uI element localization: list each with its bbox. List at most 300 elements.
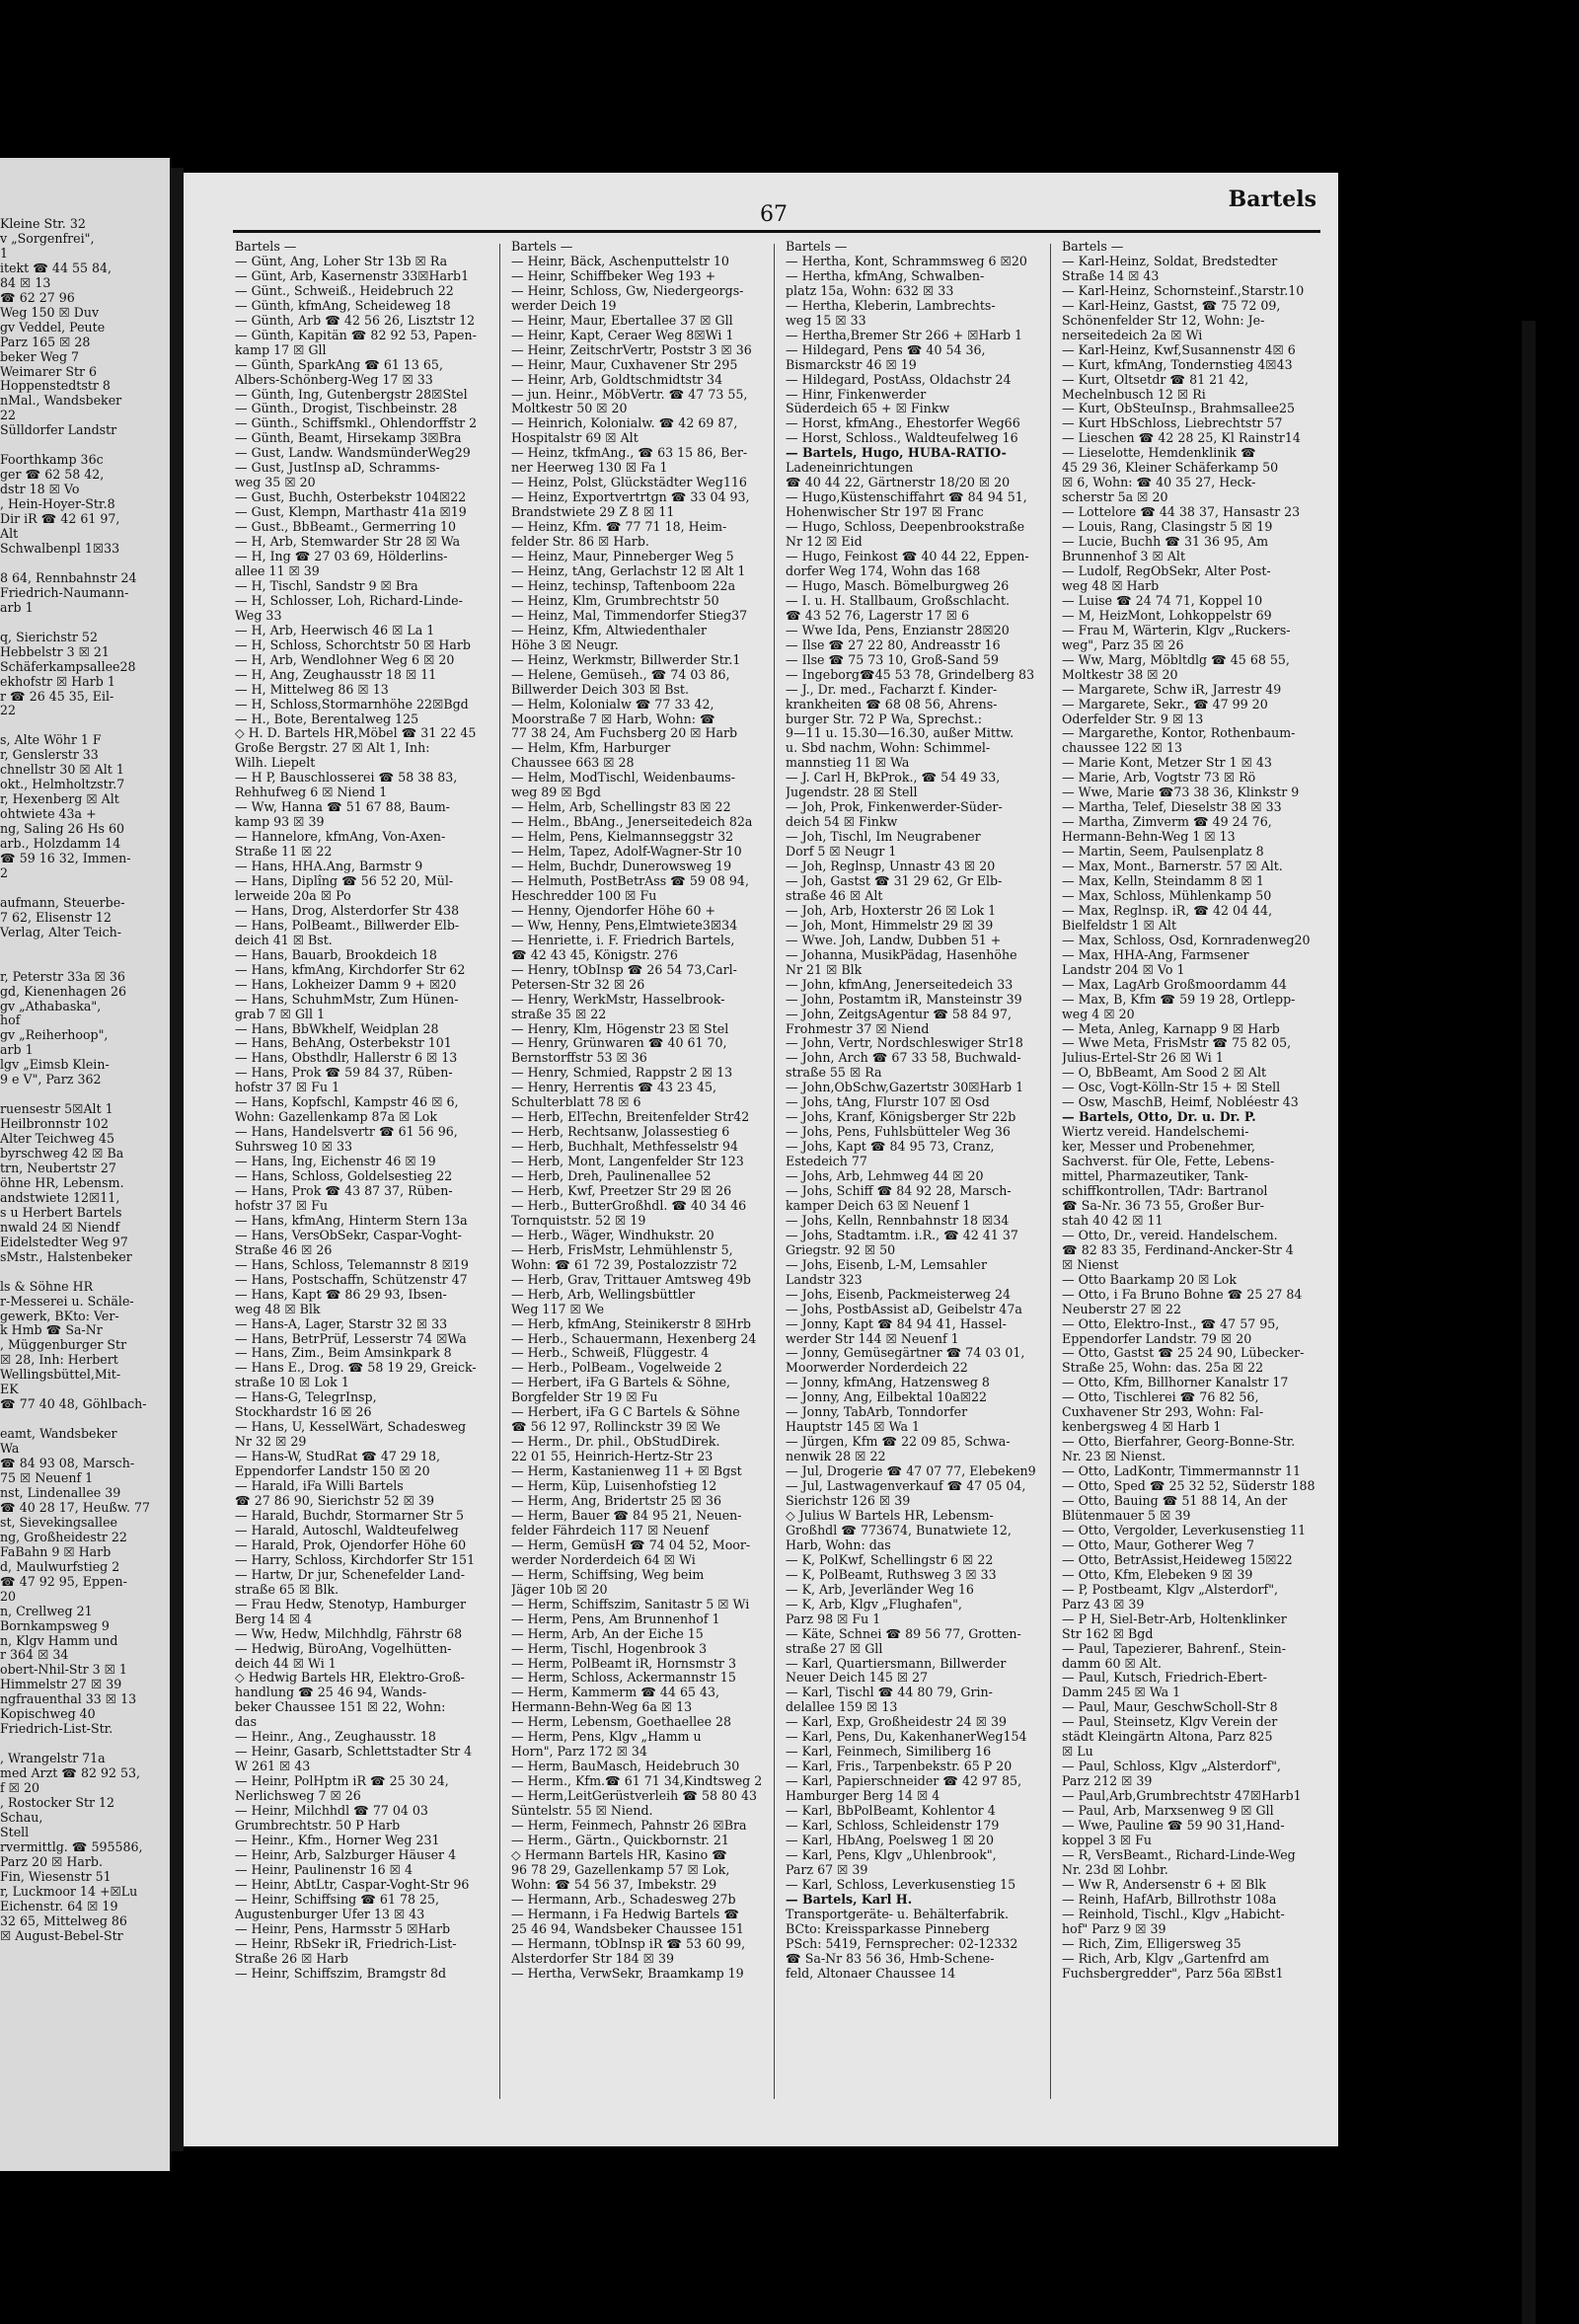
- directory-entry: Moorwerder Norderdeich 22: [786, 1361, 968, 1376]
- directory-entry: — Heinz, Werkmstr, Billwerder Str.1: [511, 652, 741, 667]
- directory-entry: — Gust, Buchh, Osterbekstr 104☒22: [235, 490, 467, 505]
- directory-entry: ◇ H. D. Bartels HR,Möbel ☎ 31 22 45: [235, 726, 477, 741]
- directory-entry: — Hugo, Masch. Bömelburgweg 26: [786, 578, 1010, 593]
- left-fragment-line: Kleine Str. 32: [0, 217, 86, 231]
- directory-entry: — Martha, Telef, Dieselstr 38 ☒ 33: [1062, 800, 1282, 815]
- left-fragment-line: sMstr., Halstenbeker: [0, 1249, 132, 1264]
- directory-entry: 25 46 94, Wandsbeker Chaussee 151: [511, 1921, 744, 1936]
- directory-entry: — Otto, Vergolder, Leverkusenstieg 11: [1062, 1523, 1307, 1537]
- directory-entry: weg 48 ☒ Harb: [1062, 578, 1160, 593]
- directory-entry: — Herm, Pens, Am Brunnenhof 1: [511, 1612, 720, 1626]
- directory-entry: Moorstraße 7 ☒ Harb, Wohn: ☎: [511, 712, 715, 726]
- directory-entry: — Karl, Pens, Du, KakenhanerWeg154: [786, 1730, 1027, 1745]
- directory-entry: ☒ 6, Wohn: ☎ 40 35 27, Heck-: [1062, 476, 1256, 490]
- directory-entry: — Jonny, Gemüsegärtner ☎ 74 03 01,: [786, 1346, 1025, 1361]
- directory-entry: Petersen-Str 32 ☒ 26: [511, 977, 645, 992]
- left-fragment-line: ng, Saling 26 Hs 60: [0, 822, 125, 837]
- directory-entry: — Gust., BbBeamt., Germerring 10: [235, 520, 457, 535]
- directory-entry: Wohn: ☎ 61 72 39, Postalozzistr 72: [511, 1257, 737, 1272]
- directory-entry: Straße 11 ☒ 22: [235, 845, 333, 860]
- directory-entry: delallee 159 ☒ 13: [786, 1700, 898, 1715]
- directory-entry: — Hans, Schloss, Telemannstr 8 ☒19: [235, 1257, 469, 1272]
- directory-entry: straße 27 ☒ Gll: [786, 1641, 883, 1656]
- directory-entry: ☎ Sa-Nr. 36 73 55, Großer Bur-: [1062, 1198, 1265, 1213]
- directory-entry: nerseitedeich 2a ☒ Wi: [1062, 328, 1203, 342]
- directory-entry: — Max, Kelln, Steindamm 8 ☒ 1: [1062, 873, 1264, 888]
- left-fragment-line: , Rostocker Str 12: [0, 1795, 115, 1810]
- directory-entry: Dorf 5 ☒ Neugr 1: [786, 845, 897, 860]
- directory-entry: — Hermann, tObInsp iR ☎ 53 60 99,: [511, 1936, 746, 1951]
- directory-entry: — Karl, BbPolBeamt, Kohlentor 4: [786, 1804, 996, 1819]
- left-fragment-line: gewerk, BKto: Ver-: [0, 1309, 119, 1323]
- directory-entry: — M, HeizMont, Lohkoppelstr 69: [1062, 608, 1272, 623]
- directory-entry: — Gust, JustInsp aD, Schramms-: [235, 461, 440, 476]
- directory-entry: — Hans, Ing, Eichenstr 46 ☒ 19: [235, 1155, 436, 1169]
- directory-entry: chaussee 122 ☒ 13: [1062, 741, 1182, 756]
- directory-entry: weg", Parz 35 ☒ 26: [1062, 637, 1184, 652]
- left-fragment-line: Friedrich-List-Str.: [0, 1722, 113, 1737]
- directory-entry: — Herb., Wäger, Windhukstr. 20: [511, 1228, 714, 1242]
- left-fragment-line: aufmann, Steuerbe-: [0, 895, 125, 910]
- directory-entry: — Johanna, MusikPädag, Hasenhöhe: [786, 947, 1017, 962]
- directory-entry: Moltkestr 50 ☒ 20: [511, 402, 628, 416]
- directory-entry: — Herb., ButterGroßhdl. ☎ 40 34 46: [511, 1198, 747, 1213]
- directory-entry: — Günth, Ing, Gutenbergstr 28☒Stel: [235, 387, 468, 402]
- directory-entry: ◇ Hedwig Bartels HR, Elektro-Groß-: [235, 1671, 465, 1686]
- directory-entry: Brunnenhof 3 ☒ Alt: [1062, 550, 1186, 564]
- directory-entry: — H., Bote, Berentalweg 125: [235, 712, 419, 726]
- directory-entry: — Heinr, Pens, Harmsstr 5 ☒Harb: [235, 1921, 451, 1936]
- directory-entry: — Reinhold, Tischl., Klgv „Habicht-: [1062, 1907, 1285, 1921]
- directory-entry: — K, PolBeamt, Ruthsweg 3 ☒ 33: [786, 1567, 997, 1582]
- directory-entry: Augustenburger Ufer 13 ☒ 43: [235, 1907, 425, 1921]
- left-fragment-line: Kopischweg 40: [0, 1707, 96, 1722]
- directory-entry: — Osw, MaschB, Heimf, Nobléestr 43: [1062, 1095, 1299, 1110]
- directory-entry: — Heinr, ZeitschrVertr, Poststr 3 ☒ 36: [511, 342, 752, 357]
- directory-entry: — Hildegard, PostAss, Oldachstr 24: [786, 372, 1012, 387]
- directory-entry: — John, Arch ☎ 67 33 58, Buchwald-: [786, 1051, 1021, 1066]
- directory-entry: — Herb, Grav, Trittauer Amtsweg 49b: [511, 1272, 751, 1287]
- page-number: 67: [760, 202, 788, 227]
- directory-entry: — Herm, Bauer ☎ 84 95 21, Neuen-: [511, 1508, 742, 1523]
- directory-entry: — Johs, PostbAssist aD, Geibelstr 47a: [786, 1302, 1022, 1316]
- left-fragment-line: r, Peterstr 33a ☒ 36: [0, 969, 125, 984]
- directory-entry: — Hertha, Kont, Schrammsweg 6 ☒20: [786, 254, 1027, 268]
- directory-entry: — P, Postbeamt, Klgv „Alsterdorf",: [1062, 1582, 1279, 1597]
- directory-entry: — Herm, Kastanienweg 11 + ☒ Bgst: [511, 1464, 742, 1479]
- directory-entry: u. Sbd nachm, Wohn: Schimmel-: [786, 741, 991, 756]
- left-fragment-line: Parz 20 ☒ Harb.: [0, 1854, 103, 1869]
- directory-entry: Blütenmauer 5 ☒ 39: [1062, 1508, 1191, 1523]
- directory-entry: PSch: 5419, Fernsprecher: 02-12332: [786, 1936, 1018, 1951]
- directory-entry: — Heinr, Arb, Goldtschmidtstr 34: [511, 372, 723, 387]
- directory-entry: allee 11 ☒ 39: [235, 563, 320, 578]
- directory-entry: — H P, Bauschlosserei ☎ 58 38 83,: [235, 771, 458, 786]
- directory-entry: Hohenwischer Str 197 ☒ Franc: [786, 505, 984, 520]
- directory-entry: — Wwe, Pauline ☎ 59 90 31,Hand-: [1062, 1818, 1285, 1833]
- directory-entry: Eppendorfer Landstr. 79 ☒ 20: [1062, 1331, 1252, 1346]
- directory-entry: Landstr 323: [786, 1272, 863, 1287]
- directory-entry: — J. Carl H, BkProk., ☎ 54 49 33,: [786, 771, 1001, 786]
- directory-entry: 77 38 24, Am Fuchsberg 20 ☒ Harb: [511, 726, 738, 741]
- directory-entry: — Otto, BetrAssist,Heideweg 15☒22: [1062, 1552, 1293, 1567]
- left-fragment-line: okt., Helmholtzstr.7: [0, 778, 125, 792]
- directory-entry: — Heinr, PolHptm iR ☎ 25 30 24,: [235, 1774, 449, 1789]
- directory-entry: — Hermann, Arb., Schadesweg 27b: [511, 1892, 736, 1907]
- directory-entry: — Hans, Schloss, Goldelsestieg 22: [235, 1169, 453, 1184]
- directory-entry: straße 35 ☒ 22: [511, 1007, 607, 1021]
- directory-entry: — Henry, tObInsp ☎ 26 54 73,Carl-: [511, 962, 737, 977]
- directory-entry: hofstr 37 ☒ Fu 1: [235, 1081, 340, 1095]
- directory-column-2: [511, 240, 773, 1981]
- directory-entry: — Joh, Arb, Hoxterstr 26 ☒ Lok 1: [786, 903, 997, 918]
- directory-entry: Straße 46 ☒ 26: [235, 1242, 333, 1257]
- left-fragment-line: chnellstr 30 ☒ Alt 1: [0, 763, 124, 778]
- directory-entry: — K, PolKwf, Schellingstr 6 ☒ 22: [786, 1552, 994, 1567]
- directory-entry: ker, Messer und Probenehmer,: [1062, 1140, 1256, 1155]
- left-fragment-line: n, Crellweg 21: [0, 1604, 93, 1618]
- directory-entry: — Herb, Rechtsanw, Jolassestieg 6: [511, 1125, 730, 1140]
- left-fragment-line: byrschweg 42 ☒ Ba: [0, 1147, 124, 1162]
- directory-entry: — J., Dr. med., Facharzt f. Kinder-: [786, 682, 998, 697]
- directory-entry: — Ilse ☎ 75 73 10, Groß-Sand 59: [786, 652, 999, 667]
- directory-entry: Grumbrechtstr. 50 P Harb: [235, 1818, 401, 1833]
- directory-entry: — Ww R, Andersenstr 6 + ☒ Blk: [1062, 1877, 1266, 1892]
- directory-entry: — Martha, Zimverm ☎ 49 24 76,: [1062, 815, 1272, 830]
- directory-entry: — Herm, Tischl, Hogenbrook 3: [511, 1641, 708, 1656]
- directory-entry: ☒ Nienst: [1062, 1257, 1119, 1272]
- directory-entry: — Frau Hedw, Stenotyp, Hamburger: [235, 1597, 467, 1612]
- directory-entry: — Jonny, Ang, Eilbektal 10a☒22: [786, 1390, 988, 1405]
- directory-entry: 45 29 36, Kleiner Schäferkamp 50: [1062, 461, 1279, 476]
- directory-entry: Griegstr. 92 ☒ 50: [786, 1242, 896, 1257]
- left-fragment-line: 1: [0, 246, 9, 261]
- directory-entry: — Heinr, Schloss, Gw, Niedergeorgs-: [511, 283, 744, 298]
- directory-entry: — Heinrich, Kolonialw. ☎ 42 69 87,: [511, 416, 738, 431]
- directory-entry: Schulterblatt 78 ☒ 6: [511, 1095, 641, 1110]
- directory-entry: — Hedwig, BüroAng, Vogelhütten-: [235, 1641, 452, 1656]
- directory-entry: — Helene, Gemüseh., ☎ 74 03 86,: [511, 667, 730, 682]
- directory-entry: — Gust, Klempn, Marthastr 41a ☒19: [235, 505, 467, 520]
- left-fragment-line: ☎ 62 27 96: [0, 290, 75, 305]
- directory-entry: — Paul, Maur, GeschwScholl-Str 8: [1062, 1700, 1278, 1715]
- left-fragment-line: Heilbronnstr 102: [0, 1117, 109, 1132]
- directory-entry: — Hans, U, KesselWärt, Schadesweg: [235, 1420, 467, 1435]
- directory-entry: feld, Altonaer Chaussee 14: [786, 1966, 956, 1981]
- directory-entry: — Herm, Lebensm, Goethaellee 28: [511, 1715, 732, 1730]
- directory-entry: — Max, HHA-Ang, Farmsener: [1062, 947, 1249, 962]
- directory-entry: Parz 43 ☒ 39: [1062, 1597, 1145, 1612]
- directory-entry: schiffkontrollen, TAdr: Bartranol: [1062, 1184, 1268, 1198]
- directory-entry: damm 60 ☒ Alt.: [1062, 1656, 1162, 1671]
- directory-entry: beker Chaussee 151 ☒ 22, Wohn:: [235, 1700, 446, 1715]
- directory-entry: — Karl, Feinmech, Similiberg 16: [786, 1745, 992, 1760]
- directory-entry: — Henry, Herrentis ☎ 43 23 45,: [511, 1081, 716, 1095]
- directory-entry: — Ww, Hedw, Milchhdlg, Fährstr 68: [235, 1626, 463, 1641]
- directory-entry: — Herm, Küp, Luisenhofstieg 12: [511, 1479, 717, 1494]
- directory-entry: — H, Arb, Wendlohner Weg 6 ☒ 20: [235, 652, 455, 667]
- left-fragment-line: r, Genslerstr 33: [0, 748, 99, 763]
- left-fragment-line: hof: [0, 1013, 21, 1028]
- directory-entry: — Osc, Vogt-Kölln-Str 15 + ☒ Stell: [1062, 1081, 1281, 1095]
- directory-entry: deich 54 ☒ Finkw: [786, 815, 898, 830]
- directory-entry: — John, kfmAng, Jenerseitedeich 33: [786, 977, 1014, 992]
- directory-entry: — Hugo, Schloss, Deepenbrookstraße: [786, 520, 1025, 535]
- directory-entry: — Johs, Kranf, Königsberger Str 22b: [786, 1110, 1016, 1125]
- left-fragment-line: Wa: [0, 1442, 20, 1457]
- directory-entry: — Karl, Schloss, Leverkusenstieg 15: [786, 1877, 1016, 1892]
- directory-entry: Moltkestr 38 ☒ 20: [1062, 667, 1178, 682]
- directory-entry: mannstieg 11 ☒ Wa: [786, 756, 910, 771]
- left-fragment-line: ☒ August-Bebel-Str: [0, 1928, 123, 1943]
- directory-entry: — Heinr, Schiffszim, Bramgstr 8d: [235, 1966, 447, 1981]
- directory-entry: — Hans-A, Lager, Starstr 32 ☒ 33: [235, 1316, 448, 1331]
- directory-entry: — Bartels, Hugo, HUBA-RATIO-: [786, 446, 1007, 461]
- directory-entry: — Joh, Mont, Himmelstr 29 ☒ 39: [786, 918, 994, 933]
- directory-entry: Neuberstr 27 ☒ 22: [1062, 1302, 1182, 1316]
- directory-entry: Rehhufweg 6 ☒ Niend 1: [235, 786, 388, 800]
- directory-entry: — Lottelore ☎ 44 38 37, Hansastr 23: [1062, 505, 1301, 520]
- left-fragment-line: EK: [0, 1383, 19, 1397]
- directory-entry: Chaussee 663 ☒ 28: [511, 756, 635, 771]
- directory-entry: — Otto, Gastst ☎ 25 24 90, Lübecker-: [1062, 1346, 1305, 1361]
- directory-entry: — H, Schlosser, Loh, Richard-Linde-: [235, 593, 463, 608]
- left-fragment-line: [0, 438, 168, 453]
- column-head: Bartels —: [235, 239, 297, 254]
- directory-entry: — Hermann, i Fa Hedwig Bartels ☎: [511, 1907, 740, 1921]
- directory-entry: kamp 17 ☒ Gll: [235, 342, 327, 357]
- book-spine: [170, 168, 184, 2151]
- left-fragment-line: [0, 1737, 168, 1752]
- directory-entry: — Herm, Feinmech, Pahnstr 26 ☒Bra: [511, 1818, 747, 1833]
- directory-entry: — Helm, Tapez, Adolf-Wagner-Str 10: [511, 845, 742, 860]
- directory-entry: nenwik 28 ☒ 22: [786, 1450, 886, 1464]
- left-fragment-line: ☎ 40 28 17, Heußw. 77: [0, 1500, 151, 1515]
- directory-entry: deich 44 ☒ Wi 1: [235, 1656, 337, 1671]
- directory-entry: — Herb., Schweiß, Flüggestr. 4: [511, 1346, 710, 1361]
- directory-entry: — Max, Mont., Barnerstr. 57 ☒ Alt.: [1062, 860, 1283, 874]
- page-right-edge: [1522, 321, 1536, 2324]
- directory-entry: — Ww, Henny, Pens,Elmtwiete3☒34: [511, 918, 738, 933]
- directory-entry: Höhe 3 ☒ Neugr.: [511, 637, 619, 652]
- directory-entry: Straße 25, Wohn: das. 25a ☒ 22: [1062, 1361, 1264, 1376]
- directory-entry: — Paul, Kutsch, Friedrich-Ebert-: [1062, 1671, 1267, 1686]
- directory-entry: — Otto, Tischlerei ☎ 76 82 56,: [1062, 1390, 1259, 1405]
- directory-entry: — Karl-Heinz, Soldat, Bredstedter: [1062, 254, 1278, 268]
- directory-entry: — Herm, Kammerm ☎ 44 65 43,: [511, 1686, 719, 1700]
- directory-column-3: [786, 240, 1050, 1981]
- directory-entry: — Jonny, TabArb, Tonndorfer: [786, 1405, 968, 1420]
- directory-entry: — Otto, Maur, Gotherer Weg 7: [1062, 1537, 1254, 1552]
- directory-entry: — Hans, Kopfschl, Kampstr 46 ☒ 6,: [235, 1095, 459, 1110]
- directory-entry: Heschredder 100 ☒ Fu: [511, 888, 657, 903]
- directory-entry: — Karl-Heinz, Kwf,Susannenstr 4☒ 6: [1062, 342, 1296, 357]
- left-fragment-line: arb 1: [0, 600, 34, 615]
- directory-entry: straße 46 ☒ Alt: [786, 888, 883, 903]
- directory-entry: — Otto, LadKontr, Timmermannstr 11: [1062, 1464, 1302, 1479]
- directory-entry: — Heinr, Milchhdl ☎ 77 04 03: [235, 1804, 428, 1819]
- directory-entry: — Günth, kfmAng, Scheideweg 18: [235, 298, 451, 313]
- directory-entry: — Heinr, Schiffsing ☎ 61 78 25,: [235, 1892, 440, 1907]
- left-fragment-line: d, Maulwurfstieg 2: [0, 1559, 120, 1574]
- directory-entry: — Hans-W, StudRat ☎ 47 29 18,: [235, 1450, 440, 1464]
- directory-entry: — Heinz, Exportvertrtgn ☎ 33 04 93,: [511, 490, 750, 505]
- directory-entry: — Hertha, Kleberin, Lambrechts-: [786, 298, 996, 313]
- directory-entry: — Herb, kfmAng, Steinikerstr 8 ☒Hrb: [511, 1316, 751, 1331]
- directory-entry: mittel, Pharmazeutiker, Tank-: [1062, 1169, 1248, 1184]
- directory-entry: — Hans, PolBeamt., Billwerder Elb-: [235, 918, 460, 933]
- left-fragment-line: , Müggenburger Str: [0, 1338, 127, 1353]
- directory-entry: — Kurt, Oltsetdr ☎ 81 21 42,: [1062, 372, 1249, 387]
- directory-entry: ☒ Lu: [1062, 1745, 1093, 1760]
- directory-entry: — Johs, tAng, Flurstr 107 ☒ Osd: [786, 1095, 990, 1110]
- left-fragment-line: Schäferkampsallee28: [0, 659, 136, 674]
- left-fragment-line: ngfrauenthal 33 ☒ 13: [0, 1692, 137, 1707]
- directory-entry: ☎ 43 52 76, Lagerstr 17 ☒ 6: [786, 608, 970, 623]
- directory-entry: — Paul, Arb, Marxsenweg 9 ☒ Gll: [1062, 1804, 1274, 1819]
- directory-entry: — K, Arb, Klgv „Flughafen",: [786, 1597, 962, 1612]
- directory-entry: kenbergsweg 4 ☒ Harb 1: [1062, 1420, 1222, 1435]
- directory-entry: — Paul, Schloss, Klgv „Alsterdorf",: [1062, 1760, 1281, 1774]
- directory-entry: — Paul, Tapezierer, Bahrenf., Stein-: [1062, 1641, 1287, 1656]
- left-fragment-line: r, Luckmoor 14 +☒Lu: [0, 1884, 138, 1899]
- directory-entry: — Harald, Buchdr, Stormarner Str 5: [235, 1508, 465, 1523]
- directory-entry: — Martin, Seem, Paulsenplatz 8: [1062, 845, 1264, 860]
- left-fragment-line: ☎ 84 93 08, Marsch-: [0, 1457, 135, 1471]
- left-fragment-line: 2: [0, 865, 9, 880]
- directory-entry: ◇ Julius W Bartels HR, Lebensm-: [786, 1508, 994, 1523]
- directory-entry: — Henry, Grünwaren ☎ 40 61 70,: [511, 1036, 727, 1051]
- directory-entry: Billwerder Deich 303 ☒ Bst.: [511, 682, 689, 697]
- directory-entry: — Herm, BauMasch, Heidebruch 30: [511, 1760, 740, 1774]
- directory-entry: — H, Schloss, Schorchtstr 50 ☒ Harb: [235, 637, 471, 652]
- directory-entry: — Hans, Prok ☎ 43 87 37, Rüben-: [235, 1184, 453, 1198]
- directory-page: [184, 173, 1338, 2146]
- directory-entry: — Heinr., Kfm., Horner Weg 231: [235, 1833, 440, 1847]
- directory-entry: — Günth., Drogist, Tischbeinstr. 28: [235, 402, 458, 416]
- directory-entry: — Margarethe, Kontor, Rothenbaum-: [1062, 726, 1296, 741]
- directory-entry: — I. u. H. Stallbaum, Großschlacht.: [786, 593, 1011, 608]
- directory-entry: — Günt, Ang, Loher Str 13b ☒ Ra: [235, 254, 448, 268]
- left-fragment-line: Eichenstr. 64 ☒ 19: [0, 1899, 118, 1913]
- directory-entry: — Heinz, tkfmAng., ☎ 63 15 86, Ber-: [511, 446, 748, 461]
- directory-entry: Schönenfelder Str 12, Wohn: Je-: [1062, 313, 1265, 328]
- directory-entry: — Gust, Landw. WandsmünderWeg29: [235, 446, 471, 461]
- directory-entry: — H, Mittelweg 86 ☒ 13: [235, 682, 389, 697]
- directory-entry: Harb, Wohn: das: [786, 1537, 891, 1552]
- left-fragment-line: 8 64, Rennbahnstr 24: [0, 570, 137, 585]
- directory-entry: — Max, B, Kfm ☎ 59 19 28, Ortlepp-: [1062, 992, 1296, 1007]
- directory-entry: — Hertha, VerwSekr, Braamkamp 19: [511, 1966, 744, 1981]
- directory-entry: — H, Ang, Zeughausstr 18 ☒ 11: [235, 667, 437, 682]
- left-fragment-line: FaBahn 9 ☒ Harb: [0, 1544, 112, 1559]
- directory-entry: — Jonny, Kapt ☎ 84 94 41, Hassel-: [786, 1316, 1007, 1331]
- directory-entry: — Lieschen ☎ 42 28 25, Kl Rainstr14: [1062, 431, 1301, 446]
- left-fragment-line: [0, 881, 168, 896]
- directory-entry: — Käte, Schnei ☎ 89 56 77, Grotten-: [786, 1626, 1021, 1641]
- left-fragment-line: r 364 ☒ 34: [0, 1648, 69, 1663]
- left-fragment-line: , Wrangelstr 71a: [0, 1752, 106, 1766]
- directory-entry: — Harald, Prok, Ojendorfer Höhe 60: [235, 1537, 467, 1552]
- directory-entry: — Günth, Beamt, Hirsekamp 3☒Bra: [235, 431, 462, 446]
- directory-entry: Albers-Schönberg-Weg 17 ☒ 33: [235, 372, 433, 387]
- directory-entry: — Harry, Schloss, Kirchdorfer Str 151: [235, 1552, 476, 1567]
- directory-entry: — Hans, Bauarb, Brookdeich 18: [235, 947, 437, 962]
- directory-entry: deich 41 ☒ Bst.: [235, 933, 333, 947]
- left-fragment-line: s u Herbert Bartels: [0, 1205, 122, 1220]
- directory-entry: — Karl, Papierschneider ☎ 42 97 85,: [786, 1774, 1022, 1789]
- left-fragment-line: Foorthkamp 36c: [0, 453, 104, 468]
- directory-columns: [235, 240, 1320, 2115]
- left-fragment-line: r ☎ 26 45 35, Eil-: [0, 689, 114, 704]
- directory-entry: — Max, Reglnsp. iR, ☎ 42 04 44,: [1062, 903, 1273, 918]
- directory-entry: Eppendorfer Landstr 150 ☒ 20: [235, 1464, 430, 1479]
- directory-entry: städt Kleingärtn Altona, Parz 825: [1062, 1730, 1273, 1745]
- directory-entry: — Hugo,Küstenschiffahrt ☎ 84 94 51,: [786, 490, 1027, 505]
- directory-entry: — Herm, Schloss, Ackermannstr 15: [511, 1671, 736, 1686]
- directory-entry: — Luise ☎ 24 74 71, Koppel 10: [1062, 593, 1263, 608]
- directory-entry: — Henriette, i. F. Friedrich Bartels,: [511, 933, 735, 947]
- directory-entry: — Jul, Drogerie ☎ 47 07 77, Elebeken9: [786, 1464, 1036, 1479]
- left-fragment-line: Eidelstedter Weg 97: [0, 1235, 128, 1249]
- left-fragment-line: ekhofstr ☒ Harb 1: [0, 674, 115, 689]
- directory-entry: — Heinr, Arb, Salzburger Häuser 4: [235, 1847, 457, 1862]
- left-fragment-line: Schwalbenpl 1☒33: [0, 541, 120, 556]
- directory-entry: burger Str. 72 P Wa, Sprechst.:: [786, 712, 983, 726]
- left-fragment-line: gv „Reiherhoop",: [0, 1028, 109, 1043]
- directory-entry: — Bartels, Otto, Dr. u. Dr. P.: [1062, 1110, 1256, 1125]
- directory-entry: Wiertz vereid. Handelschemi-: [1062, 1125, 1249, 1140]
- directory-entry: — Helm., BbAng., Jenerseitedeich 82a: [511, 815, 753, 830]
- directory-entry: — Herb, Mont, Langenfelder Str 123: [511, 1155, 744, 1169]
- directory-entry: Süderdeich 65 + ☒ Finkw: [786, 402, 950, 416]
- directory-entry: — Otto Baarkamp 20 ☒ Lok: [1062, 1272, 1237, 1287]
- directory-entry: — John, ZeitgsAgentur ☎ 58 84 97,: [786, 1007, 1012, 1021]
- directory-entry: Suhrsweg 10 ☒ 33: [235, 1140, 352, 1155]
- directory-entry: ☎ 42 43 45, Königstr. 276: [511, 947, 678, 962]
- left-fragment-line: f ☒ 20: [0, 1781, 39, 1796]
- directory-entry: — Henry, Klm, Högenstr 23 ☒ Stel: [511, 1021, 729, 1036]
- left-fragment-line: gv „Athabaska",: [0, 999, 102, 1013]
- directory-entry: — Karl-Heinz, Gastst, ☎ 75 72 09,: [1062, 298, 1281, 313]
- directory-entry: — Hans-G, TelegrInsp,: [235, 1390, 377, 1405]
- directory-entry: — Hildegard, Pens ☎ 40 54 36,: [786, 342, 986, 357]
- directory-entry: — Helmuth, PostBetrAss ☎ 59 08 94,: [511, 873, 749, 888]
- directory-entry: handlung ☎ 25 46 94, Wands-: [235, 1686, 427, 1700]
- directory-entry: Fuchsbergredder", Parz 56a ☒Bst1: [1062, 1966, 1284, 1981]
- directory-entry: — Max, LagArb Großmoordamm 44: [1062, 977, 1287, 992]
- directory-entry: Landstr 204 ☒ Vo 1: [1062, 962, 1185, 977]
- directory-entry: weg 15 ☒ 33: [786, 313, 866, 328]
- directory-entry: — Otto, Elektro-Inst., ☎ 47 57 95,: [1062, 1316, 1280, 1331]
- left-fragment-line: [0, 1412, 168, 1427]
- directory-entry: — Karl, Schloss, Schleidenstr 179: [786, 1818, 1000, 1833]
- directory-entry: — Herm., Kfm.☎ 61 71 34,Kindtsweg 2: [511, 1774, 763, 1789]
- left-fragment-line: q, Sierichstr 52: [0, 630, 98, 644]
- directory-entry: hof" Parz 9 ☒ 39: [1062, 1921, 1166, 1936]
- directory-entry: — Herm, Ang, Bridertstr 25 ☒ 36: [511, 1494, 722, 1509]
- left-fragment-line: Verlag, Alter Teich-: [0, 925, 121, 939]
- directory-entry: — Herm, Pens, Klgv „Hamm u: [511, 1730, 702, 1745]
- directory-entry: ☎ Sa-Nr 83 56 36, Hmb-Schene-: [786, 1951, 995, 1966]
- left-fragment-line: , Hein-Hoyer-Str.8: [0, 497, 115, 512]
- directory-entry: Bismarckstr 46 ☒ 19: [786, 357, 917, 372]
- left-fragment-line: Schau,: [0, 1810, 43, 1825]
- left-fragment-line: Wellingsbüttel,Mit-: [0, 1368, 121, 1383]
- directory-entry: — Hans, Postschaffn, Schützenstr 47: [235, 1272, 468, 1287]
- left-fragment-line: 7 62, Elisenstr 12: [0, 910, 112, 925]
- directory-entry: — Marie, Arb, Vogtstr 73 ☒ Rö: [1062, 771, 1256, 786]
